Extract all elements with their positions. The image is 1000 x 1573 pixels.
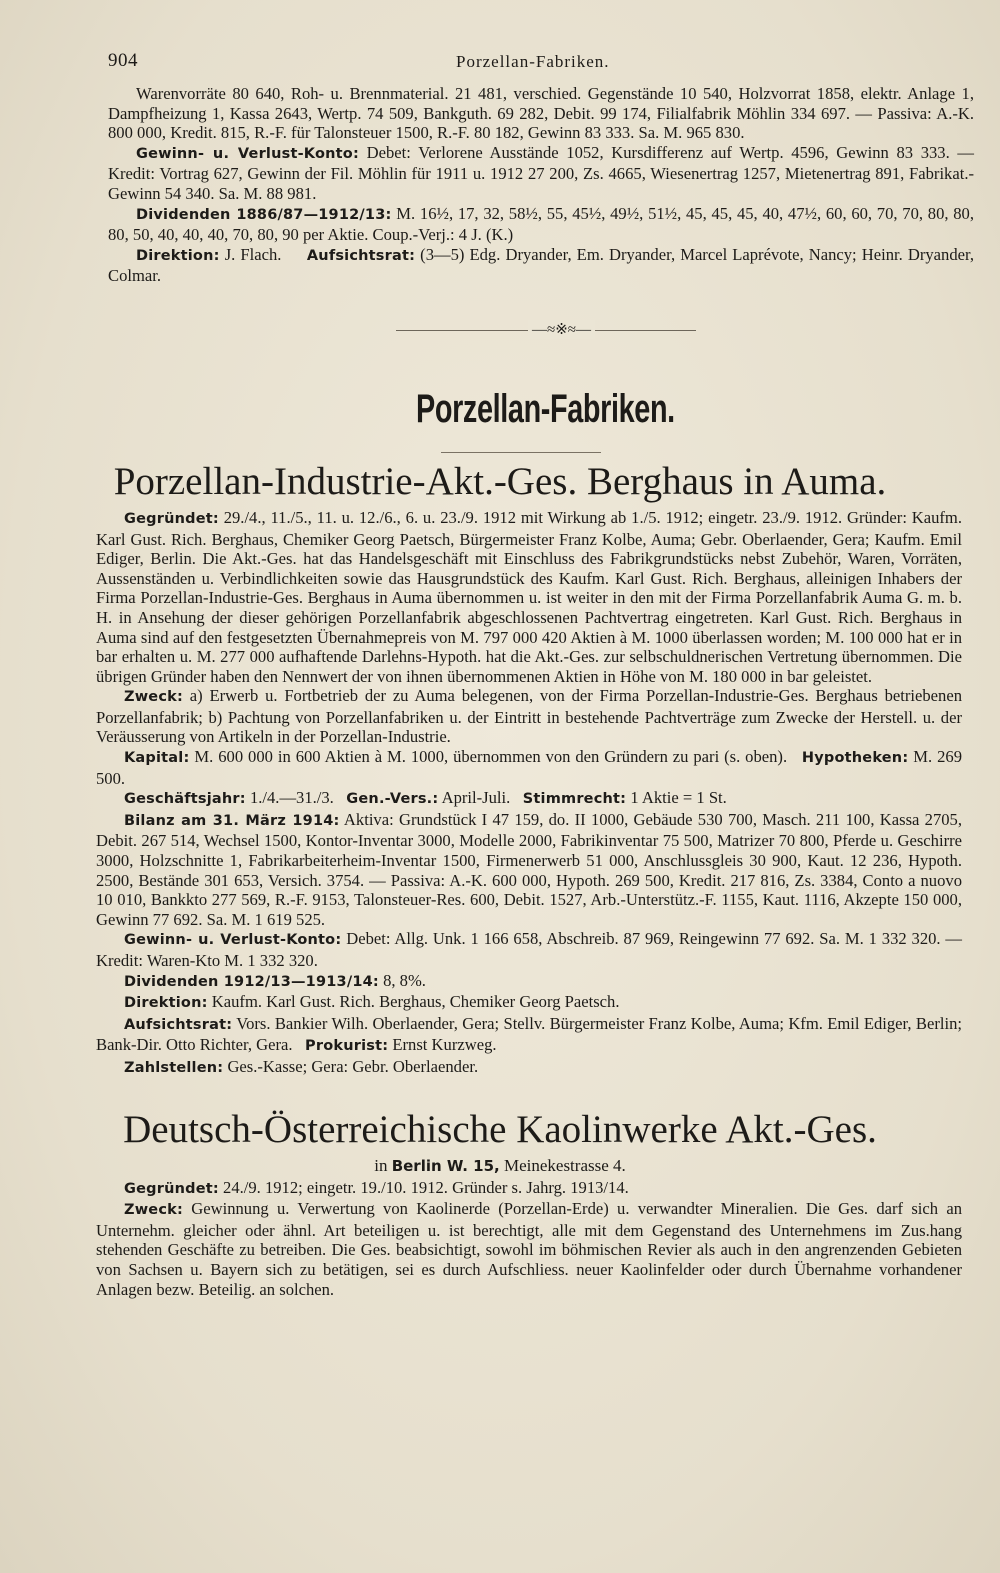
founded-entry: Gegründet: 29./4., 11./5., 11. u. 12./6., 6. u. 23./9. 1912 mit Wirkung ab 1./5. 1912; eingetr. 23./9. 1912. Gründer: Kaufm. Karl Gust. Rich. Berghaus, Chemiker Georg Paetsch, Bürgermeister Franz Kolbe, Auma; Gebr. Oberlaender, Gera; Kaufm. Emil Ediger, Berlin. Die Akt.-Ges. hat das Handelsgeschäft mit Einschluss des Fabrikgrundstücks nebst Zubehör, Waren, Vorräten, Aussenständen u. Verbindlichkeiten sowie das Hausgrundstück des Kaufm. Karl Gust. Rich. Berghaus, alleinigen Inhabers der Firma Porzellan-Industrie-Ges. Berghaus in Auma übernommen u. ist weiter in den mit der Firma Porzellanfabrik Auma G. m. b. H. in Ansehung der dieser gehörigen Porzellanfabrik abgeschlossenen Pachtvertrag eingetreten. Karl Gust. Rich. Berghaus in Auma sind auf den festgesetzten Übernahmepreis von M. 797 000 420 Aktien à M. 1000 überlassen worden; M. 100 000 hat er in bar erhalten u. M. 277 000 aufhaftende Darlehns-Hypoth. hat die Akt.-Ges. zur selbschuldnerischen Vertretung übernommen. Die übrigen Gründer haben den Nennwert der von ihnen übernommenen Aktien in Höhe von M. 180 000 in bar geleistet. <box>96 507 962 686</box>
supervisory-board-entry: Aufsichtsrat: Vors. Bankier Wilh. Oberlaender, Gera; Stellv. Bürgermeister Franz Kolbe, Auma; Kfm. Emil Ediger, Berlin; Bank-Dir. Otto Richter, Gera. Prokurist: Ernst Kurzweg. <box>96 1013 962 1055</box>
profit-loss-entry: Gewinn- u. Verlust-Konto: Debet: Verlorene Ausstände 1052, Kursdifferenz auf Wertp. 4596, Gewinn 83 333. — Kredit: Vortrag 627, Gewinn der Fil. Möhlin für 1911 u. 1912 27 200, Zs. 4665, Wiesenertrag 1257, Mietenertrag 891, Fabrikat.-Gewinn 54 340. Sa. M. 88 981. <box>108 142 975 203</box>
company-address: in Berlin W. 15, Meinekestrasse 4. <box>374 1155 626 1175</box>
company-title-berghaus: Porzellan-Industrie-Akt.-Ges. Berghaus in Auma. <box>113 459 887 503</box>
capital-entry: Kapital: M. 600 000 in 600 Aktien à M. 1000, übernommen von den Gründern zu pari (s. oben). Hypotheken: M. 269 500. <box>96 747 963 788</box>
divider-ornament: —≈※≈— <box>528 320 595 339</box>
purpose-entry: Zweck: a) Erwerb u. Fortbetrieb der zu Auma belegenen, von der Firma Porzellan-Industrie-Ges. Berghaus betriebenen Porzellanfabrik; b) Pachtung von Porzellanfabriken u. der Eintritt in bestehende Pachtverträge zum Zwecke der Herstell. u. der Veräusserung von Artikeln in der Porzellan-Industrie. <box>96 686 962 747</box>
balance-continuation: Warenvorräte 80 640, Roh- u. Brennmaterial. 21 481, verschied. Gegenstände 10 540, Holzvorrat 1858, elektr. Anlage 1, Dampfheizung 1, Kassa 2643, Wertp. 74 509, Bankguth. 69 282, Debit. 99 174, Filialfabrik Möhlin 334 697. — Passiva: A.-K. 800 000, Kredit. 815, R.-F. für Talonsteuer 1500, R.-F. 80 182, Gewinn 83 333. Sa. M. 965 830. <box>108 84 974 143</box>
balance-sheet-entry: Bilanz am 31. März 1914: Aktiva: Grundstück I 47 159, do. II 1000, Gebäude 530 700, Masch. 211 100, Kassa 2705, Debit. 267 514, Wechsel 1500, Kontor-Inventar 3000, Modelle 2000, Fabrikinventar 75 500, Matrizer 70 800, Pferde u. Geschirre 3000, Holzschnitte 1, Fabrikarbeiterheim-Inventar 1500, Firmenerwerb 51 000, Anschlussgleis 30 900, Kaut. 12 236, Hypoth. 2500, Bestände 301 653, Versich. 3754. — Passiva: A.-K. 600 000, Hypoth. 269 500, Kredit. 217 816, Zs. 3384, Conto a nuovo 10 010, Bankkto 277 569, R.-F. 9153, Talonsteuer-Res. 600, Debit. 1527, Arb.-Unterstütz.-F. 1155, Kaut. 1116, Akzepte 150 000, Gewinn 77 692. Sa. M. 1 619 525. <box>96 809 963 929</box>
purpose-entry: Zweck: Gewinnung u. Verwertung von Kaolinerde (Porzellan-Erde) u. verwandter Mineralien. Die Ges. darf sich an Unternehm. gleicher oder ähnl. Art beteiligen u. ist berechtigt, alle mit dem Gegenstand des Unternehmens im Zus.hang stehenden Geschäfte zu betreiben. Die Ges. beabsichtigt, sowohl im böhmischen Revier als auch in den angrenzenden Gebieten von Sachsen u. Bayern sich zu betätigen, sei es durch Aufschliess. neuer Kaolinfelder oder durch Übernahme vorhandener Anlagen bezw. Beteilig. an solchen. <box>96 1199 962 1299</box>
page-number: 904 <box>108 50 138 71</box>
fiscal-year-entry: Geschäftsjahr: 1./4.—31./3. Gen.-Vers.: April-Juli. Stimmrecht: 1 Aktie = 1 St. <box>124 788 727 808</box>
ornamental-divider <box>396 321 696 338</box>
company-title-kaolinwerke: Deutsch-Österreichische Kaolinwerke Akt.-Ges. <box>123 1107 877 1151</box>
company-block-berghaus <box>96 508 962 1079</box>
previous-company-block <box>108 84 974 286</box>
profit-loss-entry: Gewinn- u. Verlust-Konto: Debet: Allg. Unk. 1 166 658, Abschreib. 87 969, Reingewinn 77 692. Sa. M. 1 332 320. — Kredit: Waren-Kto M. 1 332 320. <box>96 929 963 970</box>
dividends-entry: Dividenden 1886/87—1912/13: M. 16½, 17, 32, 58½, 55, 45½, 49½, 51½, 45, 45, 45, 40, 47½, 60, 60, 70, 70, 80, 80, 80, 50, 40, 40, 40, 70, 80, 90 per Aktie. Coup.-Verj.: 4 J. (K.) <box>108 203 975 245</box>
dividends-entry: Dividenden 1912/13—1913/14: 8, 8%. <box>124 970 426 990</box>
founded-entry: Gegründet: 24./9. 1912; eingetr. 19./10. 1912. Gründer s. Jahrg. 1913/14. <box>124 1177 629 1197</box>
paying-agents-entry: Zahlstellen: Ges.-Kasse; Gera: Gebr. Oberlaender. <box>124 1056 479 1076</box>
board-entry: Direktion: J. Flach. Aufsichtsrat: (3—5) Edg. Dryander, Em. Dryander, Marcel Laprévote, Nancy; Heinr. Dryander, Colmar. <box>108 244 974 286</box>
company-block-kaolinwerke <box>96 1178 962 1300</box>
running-head <box>96 48 986 84</box>
section-title: Porzellan-Fabriken. <box>416 386 675 431</box>
running-title: Porzellan-Fabriken. <box>456 52 610 71</box>
section-rule <box>441 452 601 453</box>
directors-entry: Direktion: Kaufm. Karl Gust. Rich. Berghaus, Chemiker Georg Paetsch. <box>124 992 620 1012</box>
